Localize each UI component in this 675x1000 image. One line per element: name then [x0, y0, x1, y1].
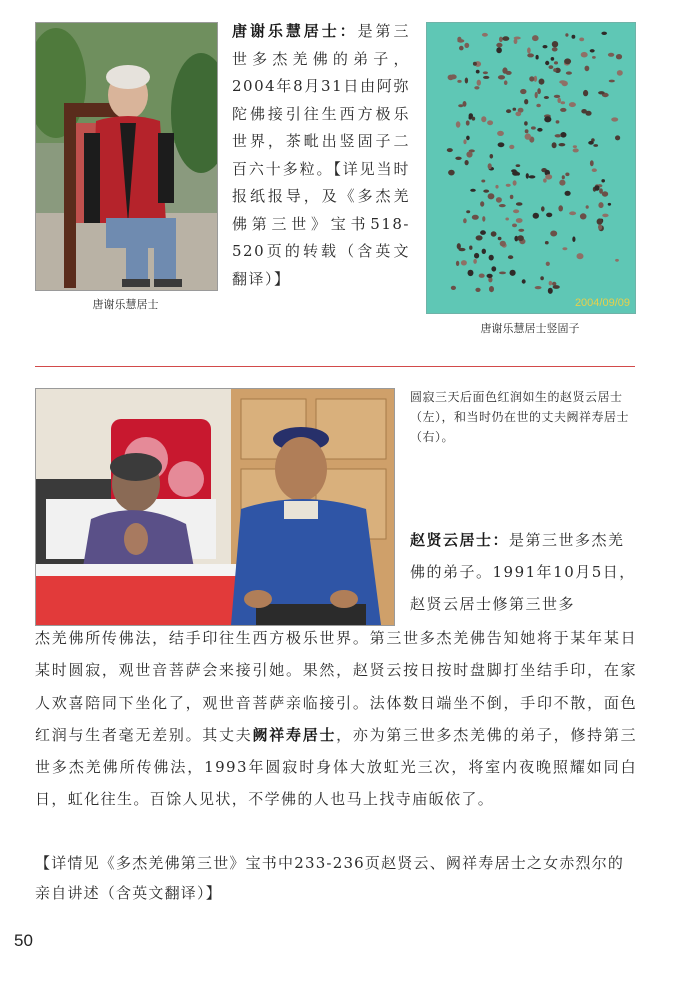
relic-grain	[536, 55, 539, 60]
relic-grain	[593, 144, 598, 147]
relic-grain	[513, 180, 517, 185]
relic-grain	[536, 104, 541, 108]
relic-grain	[553, 285, 560, 289]
relic-grain	[585, 66, 590, 72]
relic-grain	[583, 90, 588, 96]
relic-grain	[474, 253, 479, 259]
relic-grain	[482, 33, 488, 37]
relic-grain	[597, 218, 603, 224]
relic-grain	[554, 95, 560, 98]
section-divider	[35, 366, 635, 367]
relic-grain	[529, 76, 534, 81]
relic-grain	[466, 210, 470, 213]
relic-grain	[580, 213, 587, 219]
relic-grain	[456, 261, 459, 266]
relic-grain	[474, 86, 479, 89]
relic-grain	[560, 108, 566, 112]
relic-grain	[489, 286, 494, 292]
relic-grain	[545, 61, 549, 65]
relic-grain	[562, 175, 565, 179]
relic-grain	[554, 61, 558, 64]
relic-grain	[524, 99, 528, 104]
relic-grain	[552, 41, 558, 47]
relic-grain	[545, 241, 549, 244]
relic-grain	[498, 142, 505, 147]
article-section-zhao-body	[35, 622, 637, 816]
relic-grain	[516, 218, 523, 223]
relic-grain	[602, 191, 608, 196]
relic-grain	[598, 91, 605, 94]
page-number: 50	[14, 931, 33, 950]
relic-grain	[599, 188, 603, 194]
relic-grain	[581, 109, 587, 114]
relic-grain	[562, 247, 567, 250]
relic-grain	[572, 236, 575, 242]
section-body-zhao: 杰羌佛所传佛法，结手印往生西方极乐世界。第三世多杰羌佛告知她将于某年某日某时圆寂，观世音菩萨会来接引她。果然，赵贤云按日按时盘脚打坐结手印，在家人欢喜陪同下坐化了，观世音菩萨亲临接引。法体数日端坐不倒，手印不散，面色红润与生者毫无差别。其丈夫	[35, 629, 637, 744]
relic-grain	[601, 32, 607, 35]
relic-grain	[475, 288, 480, 292]
relic-grain	[483, 190, 489, 193]
section-title-zhao: 赵贤云居士：	[410, 531, 510, 549]
relic-grain	[518, 229, 524, 232]
relic-grain	[466, 136, 470, 141]
relic-grain	[465, 78, 468, 84]
relic-grain	[551, 57, 555, 61]
relic-grain	[544, 116, 551, 122]
relic-grain	[573, 148, 579, 152]
relic-grain	[487, 274, 493, 278]
relic-grain	[520, 89, 526, 94]
relic-grain	[489, 255, 494, 261]
relic-grain	[506, 109, 511, 113]
relic-grain	[546, 262, 550, 266]
relic-grain	[482, 216, 485, 222]
relic-grain	[488, 163, 492, 169]
relic-grain	[537, 128, 542, 132]
relic-grain	[608, 203, 611, 206]
relic-grain	[516, 172, 520, 175]
relic-grain	[482, 249, 486, 254]
relic-grain	[541, 206, 545, 211]
relic-grain	[592, 168, 597, 172]
photo-caption-relics: 唐谢乐慧居士竖固子	[480, 322, 580, 335]
relic-grain	[609, 80, 615, 83]
relic-grain	[456, 121, 461, 127]
relic-grain	[517, 235, 524, 241]
relic-grain	[556, 120, 560, 123]
relic-grain	[513, 209, 519, 213]
relic-grain	[483, 71, 488, 74]
relic-grain	[565, 191, 571, 196]
relic-grain	[466, 151, 472, 157]
relic-grain	[450, 74, 457, 79]
relic-grain	[466, 120, 470, 125]
relic-grain	[461, 260, 467, 265]
relic-grain	[499, 37, 503, 42]
relic-grain	[496, 47, 502, 53]
relic-grain	[569, 211, 576, 215]
relic-grain	[510, 270, 516, 276]
relic-grain	[555, 134, 562, 137]
relic-grain	[527, 53, 534, 57]
relic-grain	[509, 145, 514, 149]
relic-grain	[559, 143, 566, 146]
relic-grain	[608, 53, 614, 57]
relic-grain	[491, 266, 496, 271]
relic-grain	[594, 185, 599, 191]
relic-grain	[498, 75, 505, 79]
relic-grain	[557, 98, 561, 103]
relic-grain	[573, 145, 577, 148]
section-body-zhao-cont: ，亦为第三世多杰羌佛的弟子，修持第三世多杰羌佛所传佛法，1993年圆寂时身体大放虹光三次，将室内夜晚照耀如同白日，虹化往生。百馀人见状，不学佛的人也马上找寺庙皈依了。	[35, 725, 637, 809]
relic-grain	[473, 259, 477, 264]
relic-grain	[565, 33, 568, 36]
relic-grain	[615, 135, 620, 140]
relic-grain	[457, 39, 464, 43]
relic-grain	[495, 185, 498, 189]
relic-grain	[564, 58, 571, 64]
section-body-zhao-intro: 是第三世多杰羌佛的弟子。1991年10月5日，赵贤云居士修第三世多	[410, 531, 636, 613]
relic-grain	[531, 126, 536, 129]
relic-grain	[581, 52, 588, 58]
relic-grain	[488, 193, 495, 199]
relic-grain	[473, 62, 477, 66]
relic-grain	[577, 253, 584, 259]
relic-grain	[499, 204, 506, 207]
relic-grain	[550, 231, 557, 237]
relic-grain	[465, 160, 469, 165]
relic-grain	[525, 133, 531, 139]
relics-photo	[426, 22, 636, 314]
photo-date-stamp: 2004/09/09	[574, 297, 630, 309]
relic-grain	[548, 288, 553, 294]
relic-grain	[549, 65, 554, 69]
relic-grain	[500, 241, 506, 247]
relic-grain	[497, 131, 504, 136]
section-reference-tang: 【详见当时报纸报导，及《多杰羌佛第三世》宝书518-520页的转载（含英文翻译）】	[232, 159, 410, 288]
relic-grain	[525, 129, 529, 133]
relic-grain	[491, 231, 497, 236]
relic-grain	[590, 49, 595, 52]
couple-photo	[35, 388, 395, 626]
relic-grain	[490, 154, 494, 159]
section-title-tang: 唐谢乐慧居士：	[232, 22, 358, 40]
relic-grain	[558, 205, 563, 211]
relic-grain	[469, 113, 473, 118]
relic-grain	[505, 218, 509, 221]
relic-grain	[516, 164, 521, 167]
relic-grain	[522, 279, 526, 283]
relic-grain	[602, 214, 608, 218]
photo-caption-tang: 唐谢乐慧居士	[92, 298, 159, 311]
relic-grain	[515, 112, 521, 117]
relic-grain	[524, 121, 528, 125]
relic-grain	[611, 117, 618, 121]
relic-grain	[498, 237, 502, 240]
relic-grain	[566, 71, 572, 74]
relic-grain	[477, 80, 481, 86]
husband-name: 阙祥寿居士	[252, 725, 337, 744]
relic-grain	[588, 141, 594, 145]
relic-grain	[508, 255, 513, 259]
relic-grain	[559, 180, 565, 186]
relic-grain	[559, 80, 566, 84]
relic-grain	[552, 142, 557, 148]
relic-grain	[543, 45, 548, 48]
relic-grain	[545, 174, 552, 179]
relic-grain	[539, 79, 545, 85]
relic-grain	[514, 37, 521, 40]
relic-grain	[546, 213, 552, 218]
relic-grain	[535, 286, 542, 289]
relic-grain	[481, 116, 486, 122]
relic-grain	[447, 148, 453, 152]
article-section-zhao-intro	[410, 524, 636, 620]
relic-grain	[463, 218, 467, 223]
relic-grain	[616, 54, 622, 59]
relic-grain	[615, 259, 619, 262]
relic-grain	[499, 272, 506, 275]
relic-grain	[617, 70, 623, 76]
relic-grain	[469, 246, 472, 250]
section-body-tang: 是第三世多杰羌佛的弟子，2004年8月31日由阿弥陀佛接引往生西方极乐世界，茶毗出竖固子二百六十多粒。	[232, 22, 410, 178]
relic-grain	[516, 202, 523, 206]
relic-grain	[476, 235, 483, 240]
relic-grain	[464, 43, 469, 48]
relic-grain	[560, 132, 566, 138]
relic-grain	[479, 274, 485, 278]
relic-grain	[472, 215, 479, 220]
relic-grain	[532, 35, 539, 41]
relic-grain	[506, 184, 511, 187]
relic-grain	[526, 173, 529, 179]
relic-grain	[480, 230, 486, 235]
relic-grain	[483, 76, 489, 79]
relic-grain	[553, 68, 556, 72]
relic-grain	[457, 80, 461, 83]
section-reference-zhao: 【详情见《多杰羌佛第三世》宝书中233-236页赵贤云、阙祥寿居士之女赤烈尔的亲自讲述（含英文翻译）】	[35, 854, 625, 902]
relic-grain	[487, 120, 493, 125]
relic-grain	[502, 67, 507, 73]
relic-grain	[572, 35, 576, 39]
relic-grain	[543, 178, 547, 182]
relic-grain	[463, 101, 467, 107]
relic-grain	[463, 139, 466, 144]
relic-grain	[552, 47, 558, 51]
relic-grain	[451, 286, 456, 290]
relic-grain	[513, 108, 517, 111]
relic-grain	[480, 201, 484, 206]
relic-grain	[481, 180, 485, 183]
relic-grain	[537, 88, 541, 94]
relic-grain	[457, 243, 461, 249]
relic-grain	[544, 96, 549, 99]
photo-caption-couple: 圆寂三天后面色红润如生的赵贤云居士（左），和当时仍在世的丈夫阙祥寿居士（右）。	[410, 390, 630, 444]
article-section-tang	[232, 18, 410, 293]
relic-grain	[468, 270, 474, 276]
relic-grain	[540, 276, 544, 280]
relic-grain	[470, 189, 476, 192]
relic-grain	[504, 80, 508, 85]
relic-grain	[592, 56, 596, 59]
relic-grain	[535, 92, 538, 98]
relic-grain	[455, 157, 461, 160]
relic-grain	[512, 224, 517, 228]
relic-grain	[476, 70, 480, 74]
relic-grain	[459, 46, 464, 51]
portrait-photo-tang	[35, 22, 218, 291]
relic-grain	[448, 170, 455, 176]
relic-grain	[502, 36, 509, 41]
relic-grain	[510, 195, 514, 199]
relic-grain	[511, 169, 517, 172]
relic-grain	[527, 47, 531, 53]
relic-grain	[579, 38, 584, 42]
relic-grain	[496, 197, 502, 203]
relic-grain	[549, 281, 553, 286]
relic-grain	[586, 205, 589, 209]
relic-grain	[569, 102, 576, 107]
relic-grain	[601, 179, 605, 182]
relic-grain	[590, 160, 594, 166]
relic-grain	[565, 173, 569, 177]
relic-grain	[598, 202, 603, 208]
relic-grain	[533, 213, 539, 219]
relic-grain	[496, 43, 502, 48]
relic-grain	[561, 101, 566, 104]
relic-grain	[529, 175, 536, 178]
relic-grain	[598, 224, 602, 230]
